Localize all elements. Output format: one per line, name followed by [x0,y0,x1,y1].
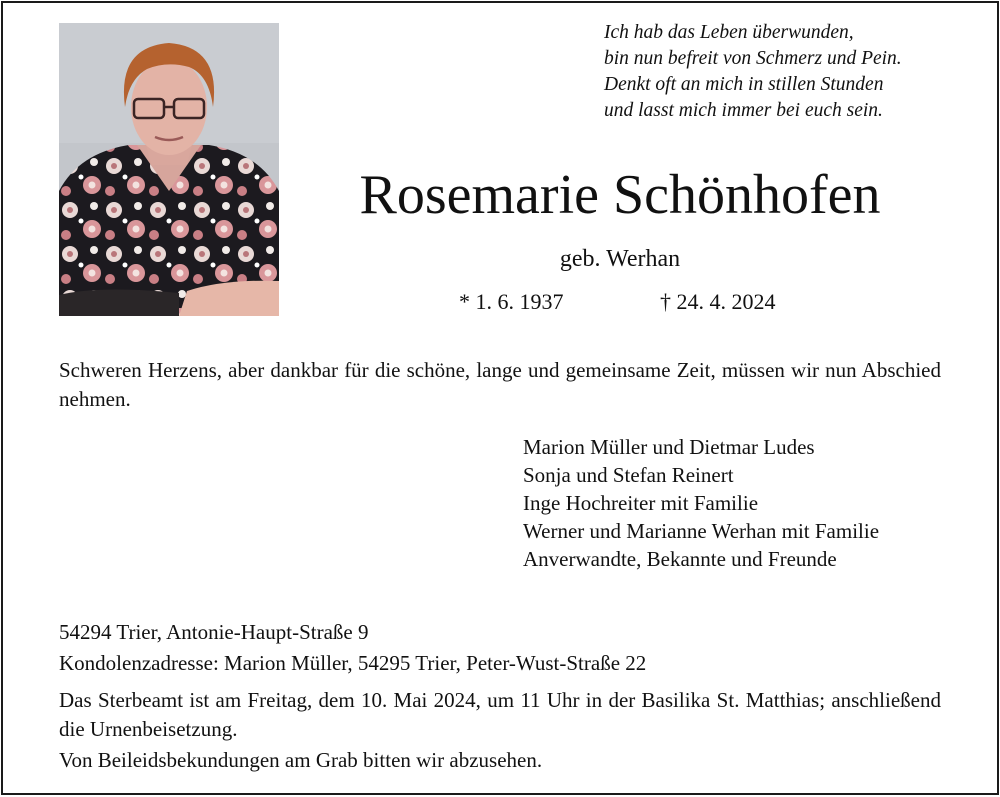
mourner-line: Anverwandte, Bekannte und Freunde [523,547,837,571]
poem [604,20,974,124]
mourner-line: Sonja und Stefan Reinert [523,463,734,487]
deceased-name: Rosemarie Schönhofen [359,164,881,226]
birth-date: * 1. 6. 1937 [459,289,564,314]
portrait-photo [59,23,279,316]
death-date: † 24. 4. 2024 [660,289,776,314]
poem-line: und lasst mich immer bei euch sein. [604,100,883,121]
poem-line: Ich hab das Leben überwunden, [604,22,854,43]
poem-line: Denkt oft an mich in stillen Stunden [604,74,884,95]
maiden-name: geb. Werhan [559,246,681,272]
condolence-address: Kondolenzadresse: Marion Müller, 54295 Trier, Peter-Wust-Straße 22 [59,651,647,675]
service-info: Das Sterbeamt ist am Freitag, dem 10. Mai 2024, um 11 Uhr in der Basilika St. Matthias; anschließend die Urnenbeisetzung. [59,688,941,741]
mourner-line: Inge Hochreiter mit Familie [523,491,759,515]
condolence-request: Von Beileidsbekundungen am Grab bitten wir abzusehen. [59,748,543,772]
mourner-line: Werner und Marianne Werhan mit Familie [523,519,880,543]
home-address: 54294 Trier, Antonie-Haupt-Straße 9 [59,620,369,644]
poem-line: bin nun befreit von Schmerz und Pein. [604,48,902,69]
intro-text: Schweren Herzens, aber dankbar für die schöne, lange und gemeinsame Zeit, müssen wir nun Abschied nehmen. [59,358,941,411]
mourners-list [523,433,879,573]
mourner-line: Marion Müller und Dietmar Ludes [523,435,815,459]
